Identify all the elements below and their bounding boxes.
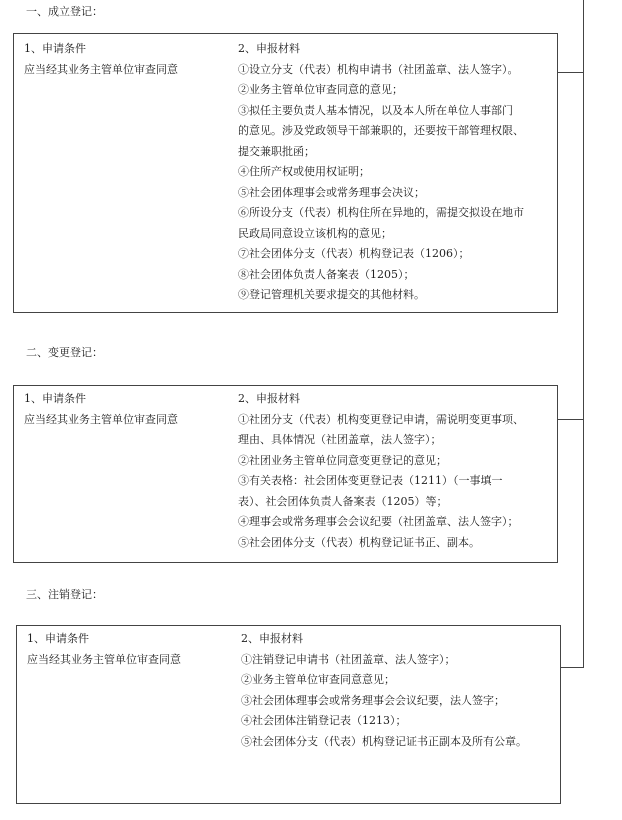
flow-connector-2 xyxy=(558,419,584,420)
materials-title: 2、申报材料 xyxy=(238,392,300,405)
flow-connector-3 xyxy=(561,667,584,668)
material-line: ⑤社会团体分支（代表）机构登记证书正副本及所有公章。 xyxy=(241,734,527,748)
section-heading-cancel: 三、注销登记： xyxy=(26,588,103,601)
material-line: ①设立分支（代表）机构申请书（社团盖章、法人签字）。 xyxy=(238,62,519,76)
conditions-column xyxy=(27,629,181,670)
conditions-title: 1、申请条件 xyxy=(24,392,86,405)
conditions-title: 1、申请条件 xyxy=(24,42,86,55)
material-line: ③有关表格：社会团体变更登记表（1211）（一事填一 xyxy=(238,474,503,487)
materials-title: 2、申报材料 xyxy=(238,42,300,55)
material-line: ④住所产权或使用权证明； xyxy=(238,165,370,178)
material-line: ③拟任主要负责人基本情况，以及本人所在单位人事部门 xyxy=(238,103,513,117)
section-box-cancel xyxy=(16,625,561,804)
flow-connector-vertical xyxy=(583,0,584,668)
material-line: 民政局同意设立该机构的意见； xyxy=(238,226,392,240)
material-line: ④社会团体注销登记表（1213）； xyxy=(241,714,407,727)
material-line: 理由、具体情况（社团盖章，法人签字）； xyxy=(238,433,442,446)
material-line: 表）、社会团体负责人备案表（1205）等； xyxy=(238,494,448,508)
conditions-column xyxy=(24,389,178,430)
conditions-title: 1、申请条件 xyxy=(27,632,89,645)
material-line: ⑥所设分支（代表）机构住所在异地的，需提交拟设在地市 xyxy=(238,206,524,219)
section-heading-establish: 一、成立登记： xyxy=(26,5,103,18)
materials-column xyxy=(238,39,524,306)
conditions-text: 应当经其业务主管单位审查同意 xyxy=(24,62,178,76)
material-line: ⑤社会团体分支（代表）机构登记证书正、副本。 xyxy=(238,535,480,549)
material-line: ②业务主管单位审查同意的意见； xyxy=(238,83,403,96)
section-box-establish xyxy=(13,33,558,313)
conditions-text: 应当经其业务主管单位审查同意 xyxy=(27,652,181,666)
material-line: ②业务主管单位审查同意意见； xyxy=(241,673,395,686)
conditions-column xyxy=(24,39,178,80)
section-heading-change: 二、变更登记： xyxy=(26,346,103,359)
material-line: ⑧社会团体负责人备案表（1205）； xyxy=(238,267,415,281)
flow-connector-1 xyxy=(558,72,584,73)
material-line: 提交兼职批函； xyxy=(238,144,315,158)
material-line: ①社团分支（代表）机构变更登记申请，需说明变更事项、 xyxy=(238,412,524,426)
materials-column xyxy=(241,629,527,752)
material-line: ②社团业务主管单位同意变更登记的意见； xyxy=(238,453,447,467)
material-line: 的意见。涉及党政领导干部兼职的，还要按干部管理权限、 xyxy=(238,124,524,137)
section-box-change xyxy=(13,385,558,563)
materials-column xyxy=(238,389,524,553)
conditions-text: 应当经其业务主管单位审查同意 xyxy=(24,412,178,426)
materials-title: 2、申报材料 xyxy=(241,632,303,645)
material-line: ⑨登记管理机关要求提交的其他材料。 xyxy=(238,288,425,301)
material-line: ⑦社会团体分支（代表）机构登记表（1206）； xyxy=(238,247,470,260)
material-line: ①注销登记申请书（社团盖章、法人签字）； xyxy=(241,652,456,666)
material-line: ⑤社会团体理事会或常务理事会决议； xyxy=(238,185,425,199)
material-line: ④理事会或常务理事会会议纪要（社团盖章、法人签字）； xyxy=(238,515,519,528)
material-line: ③社会团体理事会或常务理事会会议纪要，法人签字； xyxy=(241,693,505,707)
